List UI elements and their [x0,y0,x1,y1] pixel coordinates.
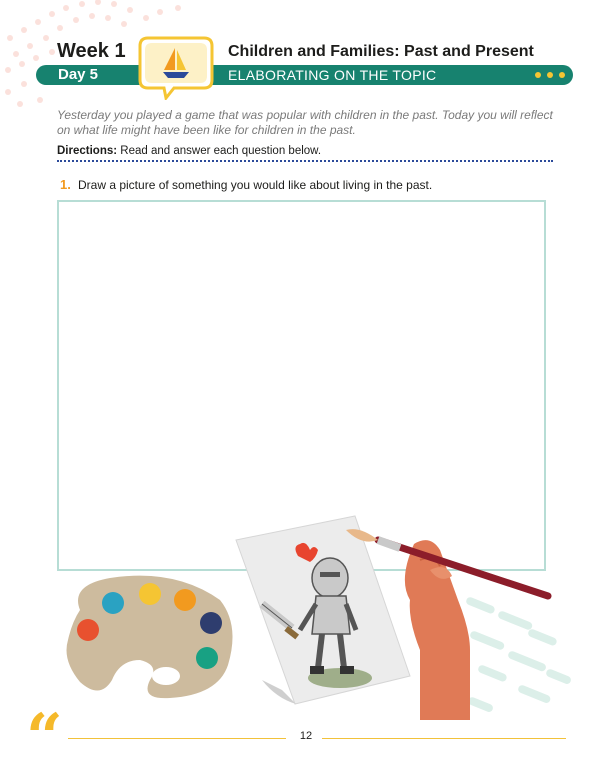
week-label: Week 1 [57,40,126,62]
directions-label: Directions: [57,145,118,157]
intro-paragraph: Yesterday you played a game that was popular with children in the past. Today you will reflect on what life might have been like for children in the past. [57,108,553,137]
question-text: Draw a picture of something you would like about living in the past. [78,178,433,192]
page-number: 12 [299,730,313,742]
paint-palette-icon [67,576,233,699]
page-title: Children and Families: Past and Present [228,43,534,60]
illustration [0,500,600,720]
section-subtitle: ELABORATING ON THE TOPIC [228,67,437,83]
footer-rule-left [68,738,286,739]
quote-mark-icon: “ [26,700,63,775]
day-label: Day 5 [58,66,99,83]
directions [57,145,321,157]
sailboat-badge-icon [138,36,214,100]
background-streaks [465,596,572,713]
question-number: 1. [60,177,71,192]
divider [57,160,553,162]
directions-text: Read and answer each question below. [120,145,322,157]
more-dots-icon [533,70,569,80]
footer-rule-right [322,738,566,739]
